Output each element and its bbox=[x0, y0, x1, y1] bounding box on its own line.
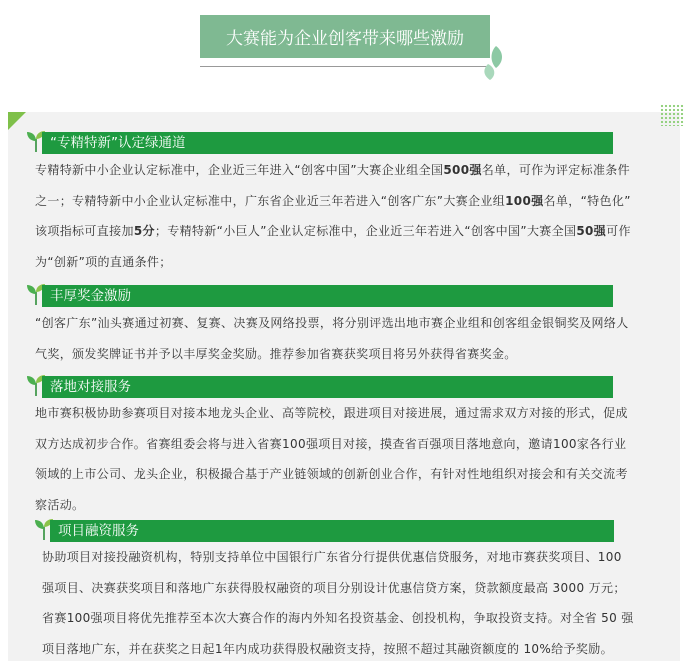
section-body-3 bbox=[35, 398, 628, 520]
body-text: 之一；专精特新中小企业认定标准中，广东省企业近三年若进入“创客广东”大赛企业组 bbox=[35, 194, 505, 208]
paragraph-line bbox=[35, 339, 629, 370]
body-text: 气奖，颁发奖牌证书并予以丰厚奖金奖励。推荐参加省赛获奖项目将另外获得省赛奖金。 bbox=[35, 347, 517, 361]
paragraph-line bbox=[35, 398, 628, 429]
paragraph-line bbox=[35, 247, 631, 278]
section-title: 项目融资服务 bbox=[50, 520, 614, 542]
paragraph-line bbox=[35, 186, 631, 217]
body-text: 察活动。 bbox=[35, 498, 84, 512]
body-text: 协助项目对接投融资机构，特别支持单位中国银行广东省分行提供优惠信贷服务，对地市赛获奖项目、100 bbox=[42, 550, 622, 564]
section-header-3 bbox=[28, 376, 613, 398]
paragraph-line bbox=[35, 155, 631, 186]
paragraph-line bbox=[42, 634, 634, 664]
paragraph-line bbox=[35, 216, 631, 247]
leaf-icon bbox=[480, 42, 510, 84]
body-text: 双方达成初步合作。省赛组委会将与进入省赛100强项目对接，摸查省百强项目落地意向，邀请100家各行业 bbox=[35, 437, 626, 451]
highlight-text: 500强 bbox=[443, 163, 481, 177]
body-text: 项目落地广东，并在获奖之日起1年内成功获得股权融资支持，按照不超过其融资额度的 10%给予奖励。 bbox=[42, 642, 613, 656]
body-text: 领域的上市公司、龙头企业，积极撮合基于产业链领域的创新创业合作，有针对性地组织对接会和有关交流考 bbox=[35, 467, 628, 481]
section-body-1 bbox=[35, 155, 631, 277]
section-header-1 bbox=[28, 132, 613, 154]
section-body-4 bbox=[42, 542, 634, 664]
paragraph-line bbox=[35, 490, 628, 521]
highlight-text: 100强 bbox=[505, 194, 543, 208]
section-title: 丰厚奖金激励 bbox=[42, 285, 613, 307]
section-header-2 bbox=[28, 285, 613, 307]
page-banner bbox=[200, 15, 490, 58]
body-text: 可作 bbox=[606, 224, 631, 238]
body-text: 省赛100强项目将优先推荐至本次大赛合作的海内外知名投资基金、创投机构，争取投资支持。对全省 50 强 bbox=[42, 611, 634, 625]
body-text: 名单，可作为评定标准条件 bbox=[482, 163, 630, 177]
body-text: 专精特新中小企业认定标准中，企业近三年进入“创客中国”大赛企业组全国 bbox=[35, 163, 443, 177]
paragraph-line bbox=[42, 573, 634, 604]
body-text: 强项目、决赛获奖项目和落地广东获得股权融资的项目分别设计优惠信贷方案，贷款额度最高 3000 万元； bbox=[42, 581, 626, 595]
section-body-2 bbox=[35, 308, 629, 369]
banner-title: 大赛能为企业创客带来哪些激励 bbox=[226, 24, 464, 49]
section-header-4 bbox=[36, 520, 614, 542]
banner-divider bbox=[200, 66, 488, 67]
body-text: 地市赛积极协助参赛项目对接本地龙头企业、高等院校，跟进项目对接进展，通过需求双方对接的形式，促成 bbox=[35, 406, 628, 420]
section-title: 落地对接服务 bbox=[42, 376, 613, 398]
section-title: “专精特新”认定绿通道 bbox=[42, 132, 613, 154]
highlight-text: 50强 bbox=[576, 224, 606, 238]
paragraph-line bbox=[42, 542, 634, 573]
paragraph-line bbox=[35, 459, 628, 490]
body-text: 该项指标可直接加 bbox=[35, 224, 134, 238]
paragraph-line bbox=[35, 308, 629, 339]
dot-pattern bbox=[660, 104, 684, 126]
body-text: 名单，“特色化” bbox=[544, 194, 631, 208]
body-text: “创客广东”汕头赛通过初赛、复赛、决赛及网络投票，将分别评选出地市赛企业组和创客组金银铜奖及网络人 bbox=[35, 316, 629, 330]
body-text: 为“创新”项的直通条件； bbox=[35, 255, 172, 269]
body-text: ；专精特新“小巨人”企业认定标准中，企业近三年若进入“创客中国”大赛全国 bbox=[155, 224, 576, 238]
paragraph-line bbox=[35, 429, 628, 460]
highlight-text: 5分 bbox=[134, 224, 155, 238]
corner-accent bbox=[8, 112, 26, 130]
paragraph-line bbox=[42, 603, 634, 634]
